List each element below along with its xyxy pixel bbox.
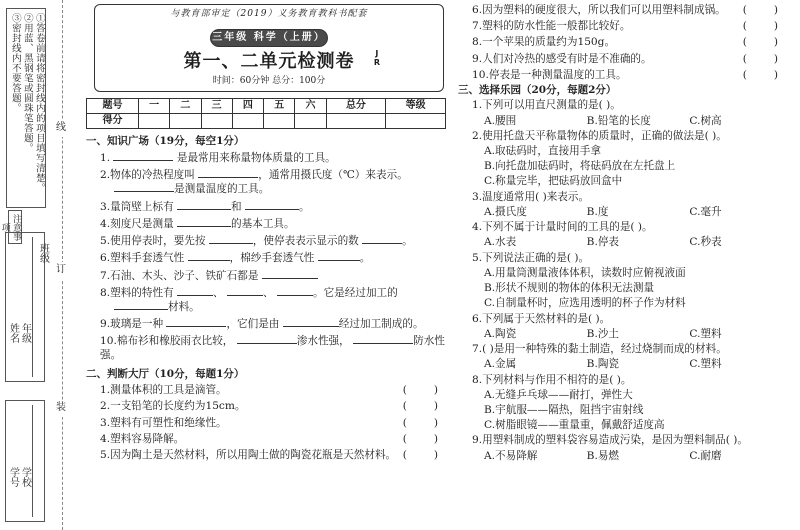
- answer-parens[interactable]: ( ): [402, 432, 438, 445]
- choice-question-stem: 6.下列属于天然材料的是( )。: [472, 312, 611, 325]
- score-cell[interactable]: [139, 113, 170, 128]
- fill-question-6: 6.塑料手套透气性 ，棉纱手套透气性 。: [100, 252, 371, 265]
- choice-option[interactable]: A.无缝乒乓球——耐打，弹性大: [484, 388, 633, 401]
- section3-title: 三、选择乐园（20分，每题2分）: [458, 84, 617, 97]
- note-3: ③密封线内不要答题。: [9, 13, 21, 113]
- choice-options-row: [458, 206, 792, 219]
- notes-title: 注意事项: [8, 210, 22, 244]
- choice-option[interactable]: A.取砝码时，直接用手拿: [484, 145, 601, 157]
- score-head-cell: 一: [139, 98, 170, 113]
- choice-option[interactable]: B.易燃: [586, 449, 620, 462]
- choice-options-row: [458, 450, 792, 463]
- answer-parens[interactable]: ( ): [402, 400, 438, 413]
- score-cell[interactable]: [232, 113, 263, 128]
- fill-question-4: 4.刻度尺是测量 的基本工具。: [100, 217, 295, 230]
- choice-option[interactable]: A.金属: [484, 358, 517, 371]
- choice-question-stem: 3.温度通常用( )来表示。: [472, 190, 590, 203]
- score-row-label: 得分: [87, 113, 139, 128]
- score-cell[interactable]: [326, 113, 386, 128]
- note-1: ①答卷前请将密封线内的项目填写清楚。: [33, 13, 45, 193]
- answer-blank[interactable]: [353, 334, 413, 344]
- choice-option[interactable]: C.塑料: [689, 327, 722, 340]
- choice-option[interactable]: C.秒表: [689, 236, 722, 249]
- answer-blank[interactable]: [166, 317, 226, 327]
- choice-option[interactable]: C.自制量杯时，应选用透明的杯子作为材料: [484, 297, 686, 310]
- judge-item-6: 6.因为塑料的硬度很大，所以我们可以用塑料制成锅。 ( ): [472, 4, 778, 16]
- grade-class-name-box: [5, 232, 49, 382]
- answer-blank[interactable]: [362, 234, 402, 244]
- choice-option[interactable]: B.沙土: [586, 327, 620, 340]
- fill-question-2: 2.物体的冷热程度叫 ，通常用摄氏度（℃）来表示。 是测量温度的工具。: [100, 169, 408, 196]
- choice-option[interactable]: C.树脂眼镜——重量重，佩戴舒适度高: [484, 419, 665, 432]
- choice-option[interactable]: C.耐磨: [689, 449, 722, 462]
- choice-option[interactable]: A.腰围: [484, 114, 517, 127]
- choice-options-row: [458, 328, 792, 341]
- answer-parens[interactable]: ( ): [742, 20, 778, 33]
- arc-title: 与教育部审定（2019）义务教育教科书配套: [170, 9, 368, 19]
- score-cell[interactable]: [170, 113, 201, 128]
- answer-blank[interactable]: [188, 251, 230, 261]
- answer-parens[interactable]: ( ): [742, 52, 778, 65]
- seal-mark-bind: 订: [56, 262, 66, 279]
- answer-parens[interactable]: ( ): [742, 4, 778, 16]
- right-column: [458, 4, 792, 463]
- answer-blank[interactable]: [209, 234, 253, 244]
- notes-box: [6, 8, 46, 208]
- judge-item-10: 10.停表是一种测量温度的工具。 ( ): [472, 68, 778, 81]
- score-head-cell: 等级: [386, 98, 446, 113]
- answer-parens[interactable]: ( ): [402, 448, 438, 461]
- choice-option[interactable]: B.向托盘加砝码时，将砝码放在左托盘上: [484, 160, 676, 173]
- answer-blank[interactable]: [237, 334, 297, 344]
- title-text: 第一、二单元检测卷: [183, 51, 355, 72]
- choice-option[interactable]: B.形状不规则的物体的体积无法测量: [484, 282, 655, 295]
- choice-option[interactable]: A.陶瓷: [484, 327, 517, 340]
- choice-options-row: [458, 358, 792, 371]
- choice-option[interactable]: A.不易降解: [484, 449, 538, 462]
- fill-question-5: 5.使用停表时，要先按 ，使停表表示显示的数 。: [100, 235, 413, 248]
- answer-blank[interactable]: [262, 269, 318, 279]
- judge-item-4: 4.塑料容易降解。 ( ): [100, 432, 438, 445]
- note-2: ②用蓝、黑钢笔或圆珠笔答题。: [21, 13, 33, 153]
- answer-blank[interactable]: [177, 286, 213, 296]
- fill-question-8: 8.塑料的特性有 、 、 。它是经过加工的 材料。: [100, 286, 398, 313]
- answer-blank[interactable]: [114, 182, 174, 192]
- fill-question-3: 3.量筒壁上标有 和 。: [100, 200, 310, 213]
- grade-badge: 三年级 科学（上册）: [210, 29, 328, 47]
- fill-question-7: 7.石油、木头、沙子、铁矿石都是: [86, 269, 452, 283]
- choice-question-stem: 8.下列材料与作用不相符的是( )。: [472, 373, 632, 386]
- score-head-cell: 六: [295, 98, 326, 113]
- binding-strip: [0, 0, 82, 530]
- section1-title: 一、知识广场（19分，每空1分）: [86, 134, 245, 147]
- judge-item-2: 2.一支铅笔的长度约为15cm。 ( ): [100, 400, 438, 413]
- score-cell[interactable]: [201, 113, 232, 128]
- seal-mark-pack: 装: [56, 400, 66, 417]
- choice-option[interactable]: B.铅笔的长度: [586, 114, 651, 127]
- score-value-row: [87, 113, 446, 128]
- answer-parens[interactable]: ( ): [402, 384, 438, 397]
- judge-item-3: 3.塑料有可塑性和绝缘性。 ( ): [100, 416, 438, 429]
- choice-question-stem: 5.下列说法正确的是( )。: [472, 251, 590, 264]
- score-cell[interactable]: [295, 113, 326, 128]
- judge-item-1: 1.测量体积的工具是滴管。 ( ): [100, 384, 438, 397]
- class-label: 班级: [37, 243, 49, 263]
- choice-question-stem: 4.下列不属于计量时间的工具的是( )。: [472, 221, 653, 234]
- answer-blank[interactable]: [113, 151, 173, 161]
- choice-option[interactable]: B.停表: [586, 236, 620, 249]
- left-column: [86, 4, 452, 462]
- answer-blank[interactable]: [177, 200, 231, 210]
- answer-blank[interactable]: [177, 217, 231, 227]
- answer-blank[interactable]: [277, 286, 313, 296]
- choice-option[interactable]: C.毫升: [689, 205, 722, 218]
- choice-options-row: [458, 236, 792, 249]
- choice-option[interactable]: C.塑料: [689, 358, 722, 371]
- answer-blank[interactable]: [283, 317, 339, 327]
- score-cell[interactable]: [386, 113, 446, 128]
- judge-item-7: 7.塑料的防水性能一般都比较好。 ( ): [472, 20, 778, 33]
- judge-item-9: 9.人们对冷热的感受有时是不准确的。 ( ): [472, 52, 778, 65]
- choice-option[interactable]: C.树高: [689, 114, 722, 127]
- fill-question-1: 1. 是最常用来称量物体质量的工具。: [100, 151, 336, 164]
- score-head-cell: 三: [201, 98, 232, 113]
- name-label: 姓名: [7, 323, 19, 343]
- grade-label: 年级: [19, 323, 31, 343]
- choice-options-row: [458, 115, 792, 128]
- school-number-box: [5, 400, 45, 522]
- choice-option[interactable]: B.度: [586, 205, 609, 218]
- score-head-cell: 四: [232, 98, 263, 113]
- score-head-cell: 二: [170, 98, 201, 113]
- fill-question-9: 9.玻璃是一种 ，它们是由 经过加工制成的。: [100, 318, 424, 331]
- answer-blank[interactable]: [114, 300, 168, 310]
- answer-blank[interactable]: [245, 200, 299, 210]
- choice-question-stem: 1.下列可以用直尺测量的是( )。: [472, 99, 621, 112]
- answer-blank[interactable]: [227, 286, 263, 296]
- choice-option[interactable]: B.宇航服——隔热，阻挡宇宙射线: [484, 403, 644, 416]
- judge-item-5: 5.因为陶土是天然材料，所以用陶土做的陶瓷花瓶是天然材料。 ( ): [100, 448, 438, 461]
- choice-question-stem: 2.使用托盘天平称量物体的质量时，正确的做法是( )。: [472, 129, 727, 142]
- choice-option[interactable]: C.称量完毕，把砝码放回盒中: [484, 175, 623, 188]
- choice-option[interactable]: A.水表: [484, 236, 517, 249]
- score-head-cell: 题号: [87, 98, 139, 113]
- answer-parens[interactable]: ( ): [402, 416, 438, 429]
- judge-item-8: 8.一个苹果的质量约为150g。 ( ): [472, 36, 778, 49]
- header-frame: [94, 4, 444, 92]
- choice-option[interactable]: A.用量筒测量液体体积，读数时应俯视液面: [484, 266, 686, 279]
- score-cell[interactable]: [264, 113, 295, 128]
- number-label: 学号: [7, 467, 19, 487]
- section2-title: 二、判断大厅（10分，每题1分）: [86, 367, 245, 380]
- score-header-row: [87, 98, 446, 113]
- time-score-line: 时间：60分钟 总分：100分: [212, 75, 326, 86]
- publisher-mark: J R: [373, 49, 381, 67]
- answer-parens[interactable]: ( ): [742, 36, 778, 49]
- choice-question-stem: 9.用塑料制成的塑料袋容易造成污染，是因为塑料制品( )。: [472, 434, 748, 447]
- choice-questions: [458, 99, 792, 463]
- choice-option[interactable]: A.摄氏度: [484, 205, 527, 218]
- answer-parens[interactable]: ( ): [742, 68, 778, 81]
- fill-question-10: 10.棉布衫和橡胶雨衣比较， 渗水性强， 防水性强。: [100, 335, 445, 361]
- answer-blank[interactable]: [198, 168, 258, 178]
- page-title: [95, 51, 443, 74]
- choice-question-stem: 7.( )是用一种特殊的黏土制造，经过烧制而成的材料。: [472, 343, 727, 356]
- school-label: 学校: [19, 467, 31, 487]
- seal-mark-line: 线: [56, 120, 66, 137]
- score-head-cell: 总分: [326, 98, 386, 113]
- choice-option[interactable]: B.陶瓷: [586, 358, 620, 371]
- score-head-cell: 五: [264, 98, 295, 113]
- answer-blank[interactable]: [318, 251, 360, 261]
- score-table: [86, 98, 446, 129]
